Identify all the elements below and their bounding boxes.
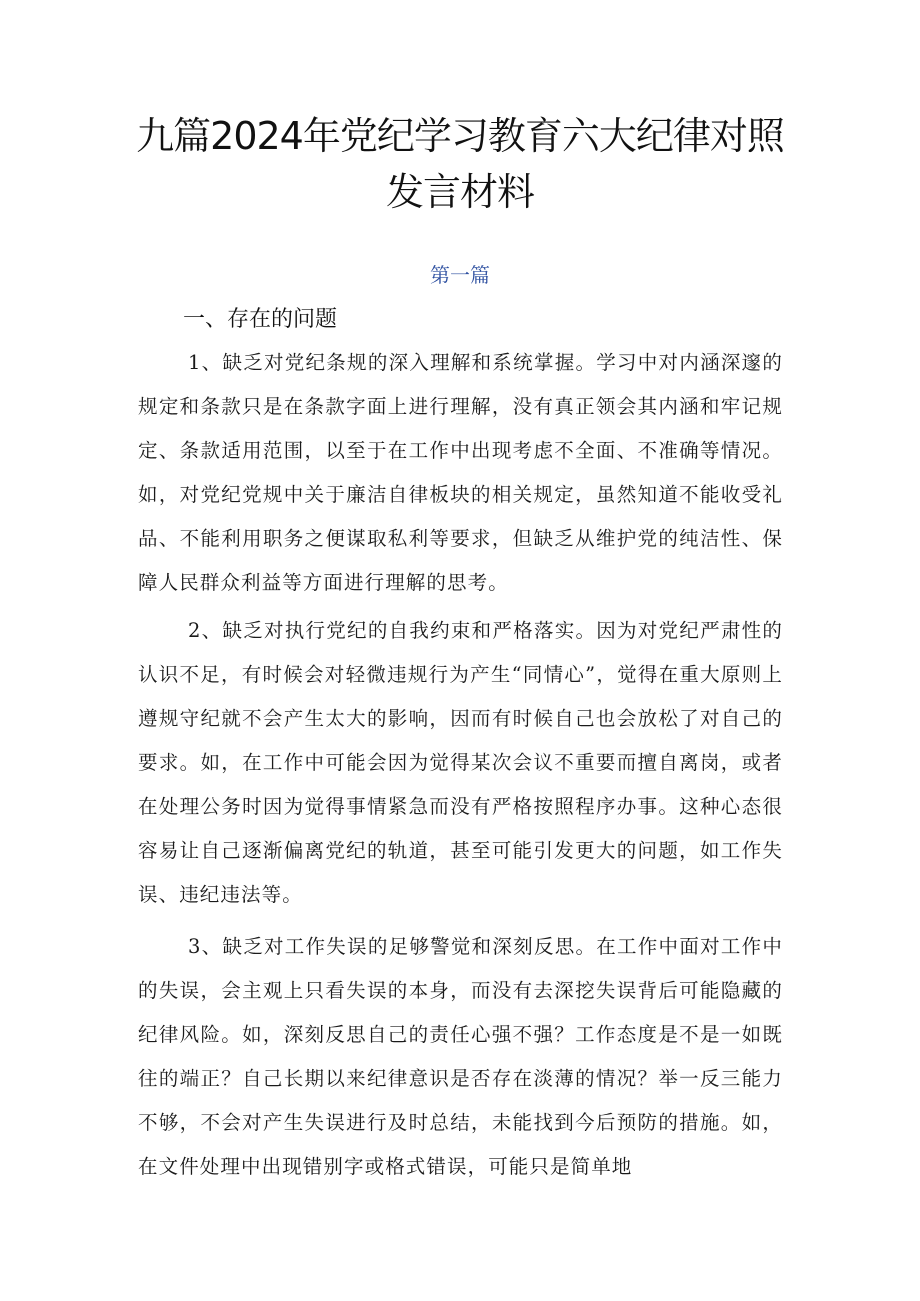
paragraph-1: 1、缺乏对党纪条规的深入理解和系统掌握。学习中对内涵深邃的规定和条款只是在条款字面上进行理解，没有真正领会其内涵和牢记规定、条款适用范围，以至于在工作中出现考虑不全面、不准确等情况。如，对党纪党规中关于廉洁自律板块的相关规定，虽然知道不能收受礼品、不能利用职务之便谋取私利等要求，但缺乏从维护党的纯洁性、保障人民群众利益等方面进行理解的思考。 <box>138 351 783 594</box>
paragraph-2: 2、缺乏对执行党纪的自我约束和严格落实。因为对党纪严肃性的认识不足，有时候会对轻微违规行为产生“同情心”，觉得在重大原则上遵规守纪就不会产生太大的影响，因而有时候自己也会放松了对自己的要求。如，在工作中可能会因为觉得某次会议不重要而擅自离岗，或者在处理公务时因为觉得事情紧急而没有严格按照程序办事。这种心态很容易让自己逐渐偏离党纪的轨道，甚至可能引发更大的问题，如工作失误、违纪违法等。 <box>138 619 783 906</box>
chapter-label: 第一篇 <box>430 263 490 287</box>
body-text <box>138 341 783 1189</box>
section-heading: 一、存在的问题 <box>183 307 338 332</box>
paragraph-3: 3、缺乏对工作失误的足够警觉和深刻反思。在工作中面对工作中的失误，会主观上只看失误的本身，而没有去深挖失误背后可能隐藏的纪律风险。如，深刻反思自己的责任心强不强？工作态度是不是一如既往的端正？自己长期以来纪律意识是否存在淡薄的情况？举一反三能力不够，不会对产生失误进行及时总结，未能找到今后预防的措施。如，在文件处理中出现错别字或格式错误，可能只是简单地 <box>138 935 783 1178</box>
document-title: 九篇2024年党纪学习教育六大纪律对照发言材料 <box>136 114 784 214</box>
